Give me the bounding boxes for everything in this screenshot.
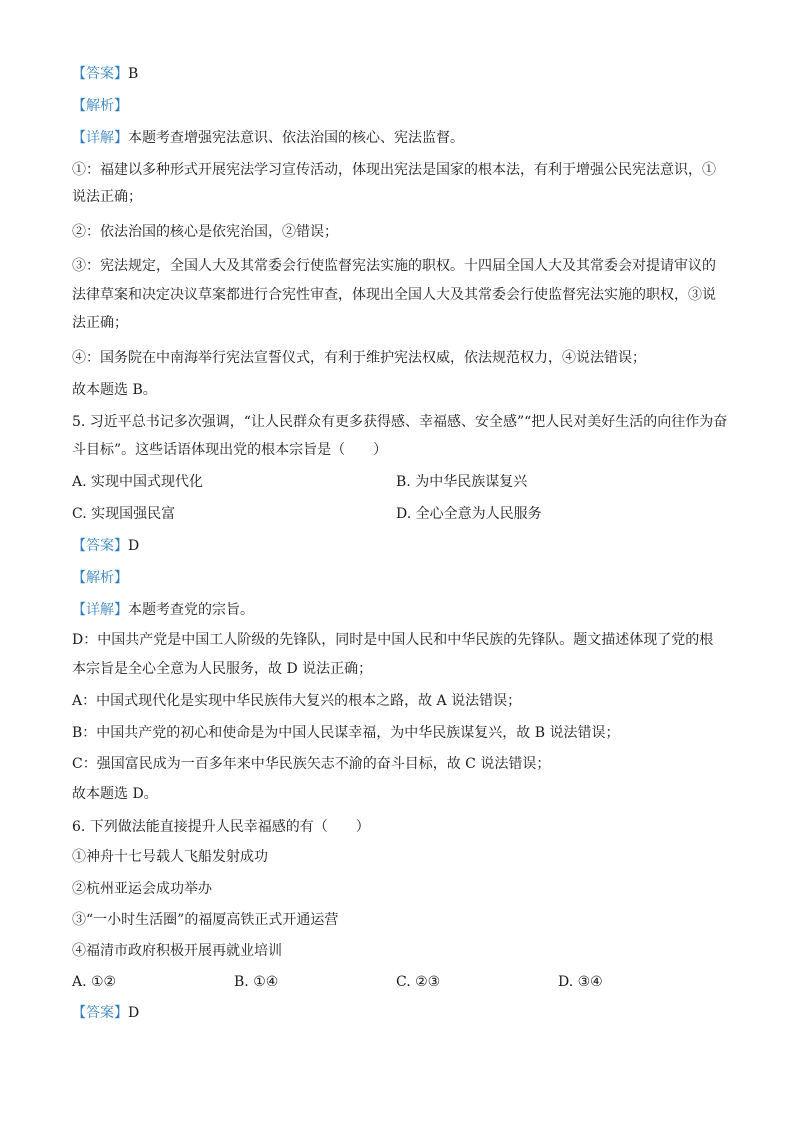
q5-stem-line1: 5. 习近平总书记多次强调，“让人民群众有更多获得感、幸福感、安全感”“把人民对美好生活的向往作为奋 xyxy=(72,414,728,430)
q5-option-d: D. 全心全意为人民服务 xyxy=(396,506,542,522)
answer-tag: 【答案】 xyxy=(72,66,128,82)
q4-line: 说法正确； xyxy=(72,189,142,205)
q5-line: A：中国式现代化是实现中华民族伟大复兴的根本之路，故 A 说法错误； xyxy=(72,693,522,709)
q4-answer xyxy=(72,64,138,84)
q5-option-b: B. 为中华民族谋复兴 xyxy=(396,474,528,490)
detail-intro: 本题考查增强宪法意识、依法治国的核心、宪法监督。 xyxy=(128,130,464,146)
q4-line: ③：宪法规定，全国人大及其常委会行使监督宪法实施的职权。十四届全国人大及其常委会对提请审议的 xyxy=(72,258,716,274)
q6-option-b: B. ①④ xyxy=(234,974,279,990)
q5-option-c: C. 实现国强民富 xyxy=(72,506,176,522)
q6-item: ①神舟十七号载人飞船发射成功 xyxy=(72,849,268,865)
q5-answer xyxy=(72,536,139,556)
answer-tag: 【答案】 xyxy=(72,1005,128,1021)
q6-option-c: C. ②③ xyxy=(396,974,441,990)
q5-line: C：强国富民成为一百多年来中华民族矢志不渝的奋斗目标，故 C 说法错误； xyxy=(72,756,551,772)
q4-line: ④：国务院在中南海举行宪法宣誓仪式，有利于维护宪法权威，依法规范权力，④说法错误； xyxy=(72,350,646,366)
q4-line: ①：福建以多种形式开展宪法学习宣传活动，体现出宪法是国家的根本法，有利于增强公民宪法意识，① xyxy=(72,162,716,178)
analysis-tag: 【解析】 xyxy=(72,570,128,586)
answer-value: D xyxy=(128,538,140,554)
q6-item: ③“一小时生活圈”的福厦高铁正式开通运营 xyxy=(72,912,339,928)
answer-value: D xyxy=(128,1005,140,1021)
q4-analysis-tag xyxy=(72,96,128,116)
q4-detail xyxy=(72,128,464,148)
q5-line: B：中国共产党的初心和使命是为中国人民谋幸福，为中华民族谋复兴，故 B 说法错误； xyxy=(72,725,620,741)
q4-line: ②：依法治国的核心是依宪治国，②错误； xyxy=(72,224,338,240)
detail-tag: 【详解】 xyxy=(72,602,128,618)
q4-line: 法律草案和决定决议草案都进行合宪性审查，体现出全国人大及其常委会行使监督宪法实施的职权，③说 xyxy=(72,287,716,303)
q6-option-d: D. ③④ xyxy=(558,974,603,990)
answer-tag: 【答案】 xyxy=(72,538,128,554)
q5-detail xyxy=(72,600,254,620)
answer-value: B xyxy=(128,66,139,82)
q6-answer xyxy=(72,1003,139,1023)
q6-item: ②杭州亚运会成功举办 xyxy=(72,881,212,897)
q5-analysis-tag xyxy=(72,568,128,588)
q6-option-a: A. ①② xyxy=(72,974,117,990)
q5-option-a: A. 实现中国式现代化 xyxy=(72,474,204,490)
analysis-tag: 【解析】 xyxy=(72,98,128,114)
q4-line: 法正确； xyxy=(72,315,128,331)
q5-line: 本宗旨是全心全意为人民服务，故 D 说法正确； xyxy=(72,661,373,677)
q5-line: D：中国共产党是中国工人阶级的先锋队，同时是中国人民和中华民族的先锋队。题文描述体现了党的根 xyxy=(72,632,714,648)
detail-intro: 本题考查党的宗旨。 xyxy=(128,602,254,618)
q6-stem: 6. 下列做法能直接提升人民幸福感的有（ ） xyxy=(72,819,370,835)
q5-conclusion: 故本题选 D。 xyxy=(72,786,158,802)
q5-stem-line2: 斗目标”。这些话语体现出党的根本宗旨是（ ） xyxy=(72,442,388,458)
q6-item: ④福清市政府积极开展再就业培训 xyxy=(72,943,282,959)
detail-tag: 【详解】 xyxy=(72,130,128,146)
q4-conclusion: 故本题选 B。 xyxy=(72,382,157,398)
